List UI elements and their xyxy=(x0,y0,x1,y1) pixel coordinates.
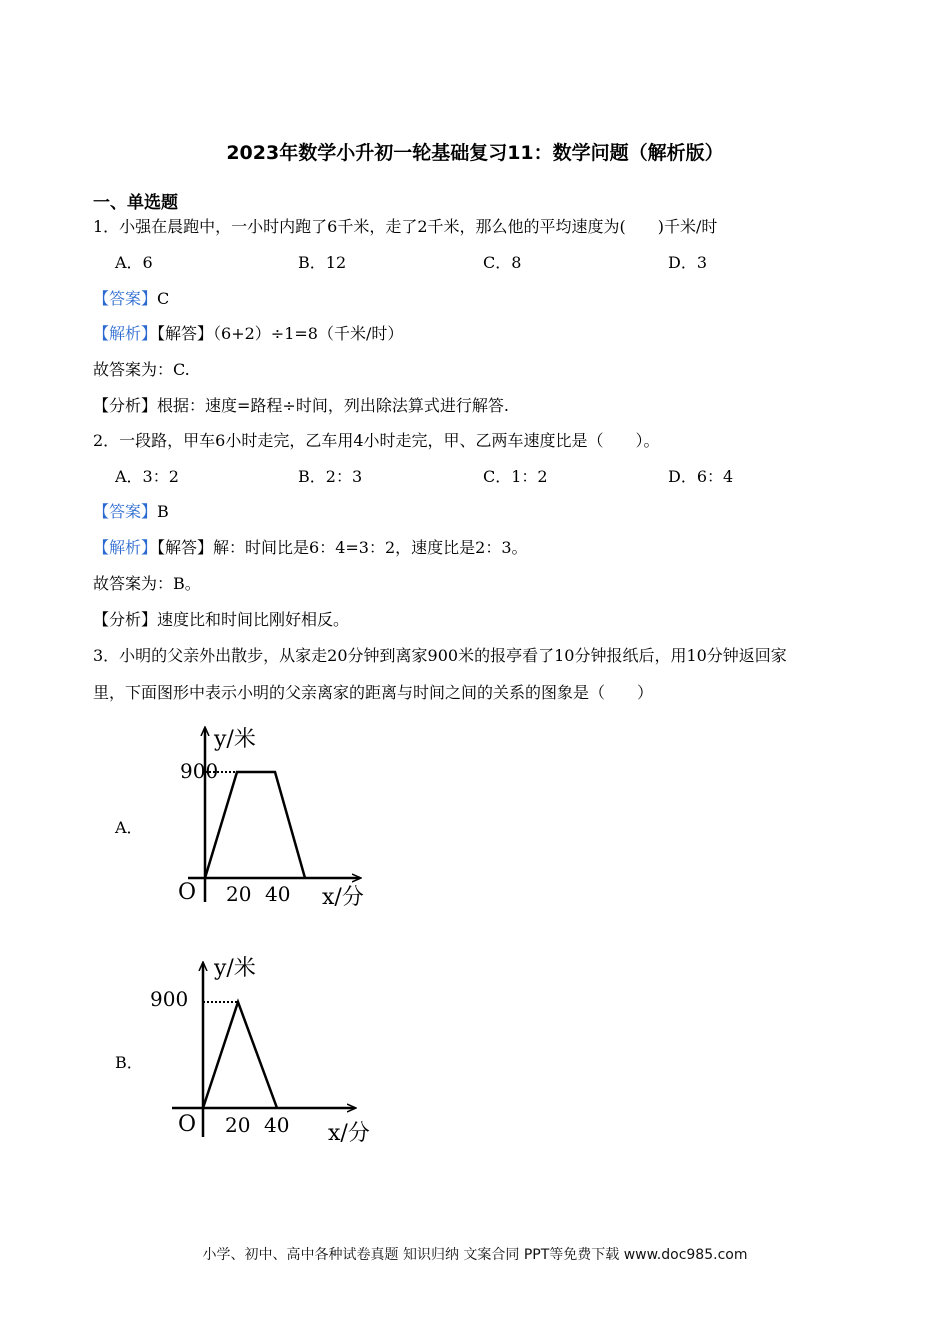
q1-answer-tag: 【答案】 xyxy=(93,289,158,308)
q1-option-a: A．6 xyxy=(115,253,153,272)
q2-analysis: 【解答】解：时间比是6：4=3：2，速度比是2：3。 xyxy=(157,538,528,557)
q1-option-d: D．3 xyxy=(668,253,708,272)
q1-note: 【分析】根据：速度=路程÷时间，列出除法算式进行解答. xyxy=(93,396,509,415)
graph-b-x-tick-20: 20 xyxy=(225,1113,251,1137)
q2-answer: B xyxy=(157,502,169,521)
graph-b-y-label: y/米 xyxy=(214,956,256,981)
graph-a-x-label: x/分 xyxy=(322,885,364,910)
graph-b-x-tick-40: 40 xyxy=(264,1113,290,1137)
graph-a-x-tick-20: 20 xyxy=(226,882,252,906)
q1-answer-line xyxy=(93,286,169,309)
graph-b-line xyxy=(203,1002,277,1108)
q2-answer-tag: 【答案】 xyxy=(93,502,158,521)
graph-a xyxy=(150,720,390,920)
graph-a-y-label: y/米 xyxy=(214,727,256,752)
page-footer: 小学、初中、高中各种试卷真题 知识归纳 文案合同 PPT等免费下载 www.doc985.com xyxy=(202,1247,748,1263)
graph-b-origin: O xyxy=(178,1112,197,1137)
q2-analysis-line xyxy=(93,535,528,558)
graph-b xyxy=(150,955,390,1155)
q2-option-b: B．2：3 xyxy=(298,467,363,486)
q1-option-c: C．8 xyxy=(483,253,522,272)
q1-analysis: 【解答】（6+2）÷1=8（千米/时） xyxy=(157,324,404,343)
q1-analysis-line xyxy=(93,321,403,344)
section-heading: 一、单选题 xyxy=(93,193,178,213)
q2-analysis-tag: 【解析】 xyxy=(93,538,158,557)
q2-conclusion: 故答案为：B。 xyxy=(93,574,201,593)
q3-stem-line1: 3．小明的父亲外出散步，从家走20分钟到离家900米的报亭看了10分钟报纸后，用10分钟返回家 xyxy=(93,646,787,665)
page-title: 2023年数学小升初一轮基础复习11：数学问题（解析版） xyxy=(226,142,724,164)
q1-option-b: B．12 xyxy=(298,253,347,272)
q3-option-a-label: A． xyxy=(115,818,143,837)
graph-a-x-tick-40: 40 xyxy=(265,882,291,906)
graph-a-line xyxy=(205,772,305,878)
q1-conclusion: 故答案为：C. xyxy=(93,360,190,379)
q3-stem-line2: 里，下面图形中表示小明的父亲离家的距离与时间之间的关系的图象是（ ） xyxy=(93,683,654,702)
graph-b-y-tick: 900 xyxy=(150,987,189,1011)
graph-a-y-tick: 900 xyxy=(180,759,219,783)
q2-note: 【分析】速度比和时间比刚好相反。 xyxy=(93,610,350,629)
q2-stem: 2．一段路，甲车6小时走完，乙车用4小时走完，甲、乙两车速度比是（ ）。 xyxy=(93,431,660,450)
graph-b-x-label: x/分 xyxy=(328,1121,370,1146)
graph-a-origin: O xyxy=(178,880,197,905)
q2-option-a: A．3：2 xyxy=(115,467,179,486)
q2-answer-line xyxy=(93,499,169,522)
q1-stem: 1．小强在晨跑中，一小时内跑了6千米，走了2千米，那么他的平均速度为( )千米/时 xyxy=(93,217,718,236)
q2-option-d: D．6：4 xyxy=(668,467,734,486)
q3-option-b-label: B． xyxy=(115,1053,143,1072)
q1-analysis-tag: 【解析】 xyxy=(93,324,158,343)
q2-option-c: C．1：2 xyxy=(483,467,548,486)
q1-answer: C xyxy=(157,289,170,308)
